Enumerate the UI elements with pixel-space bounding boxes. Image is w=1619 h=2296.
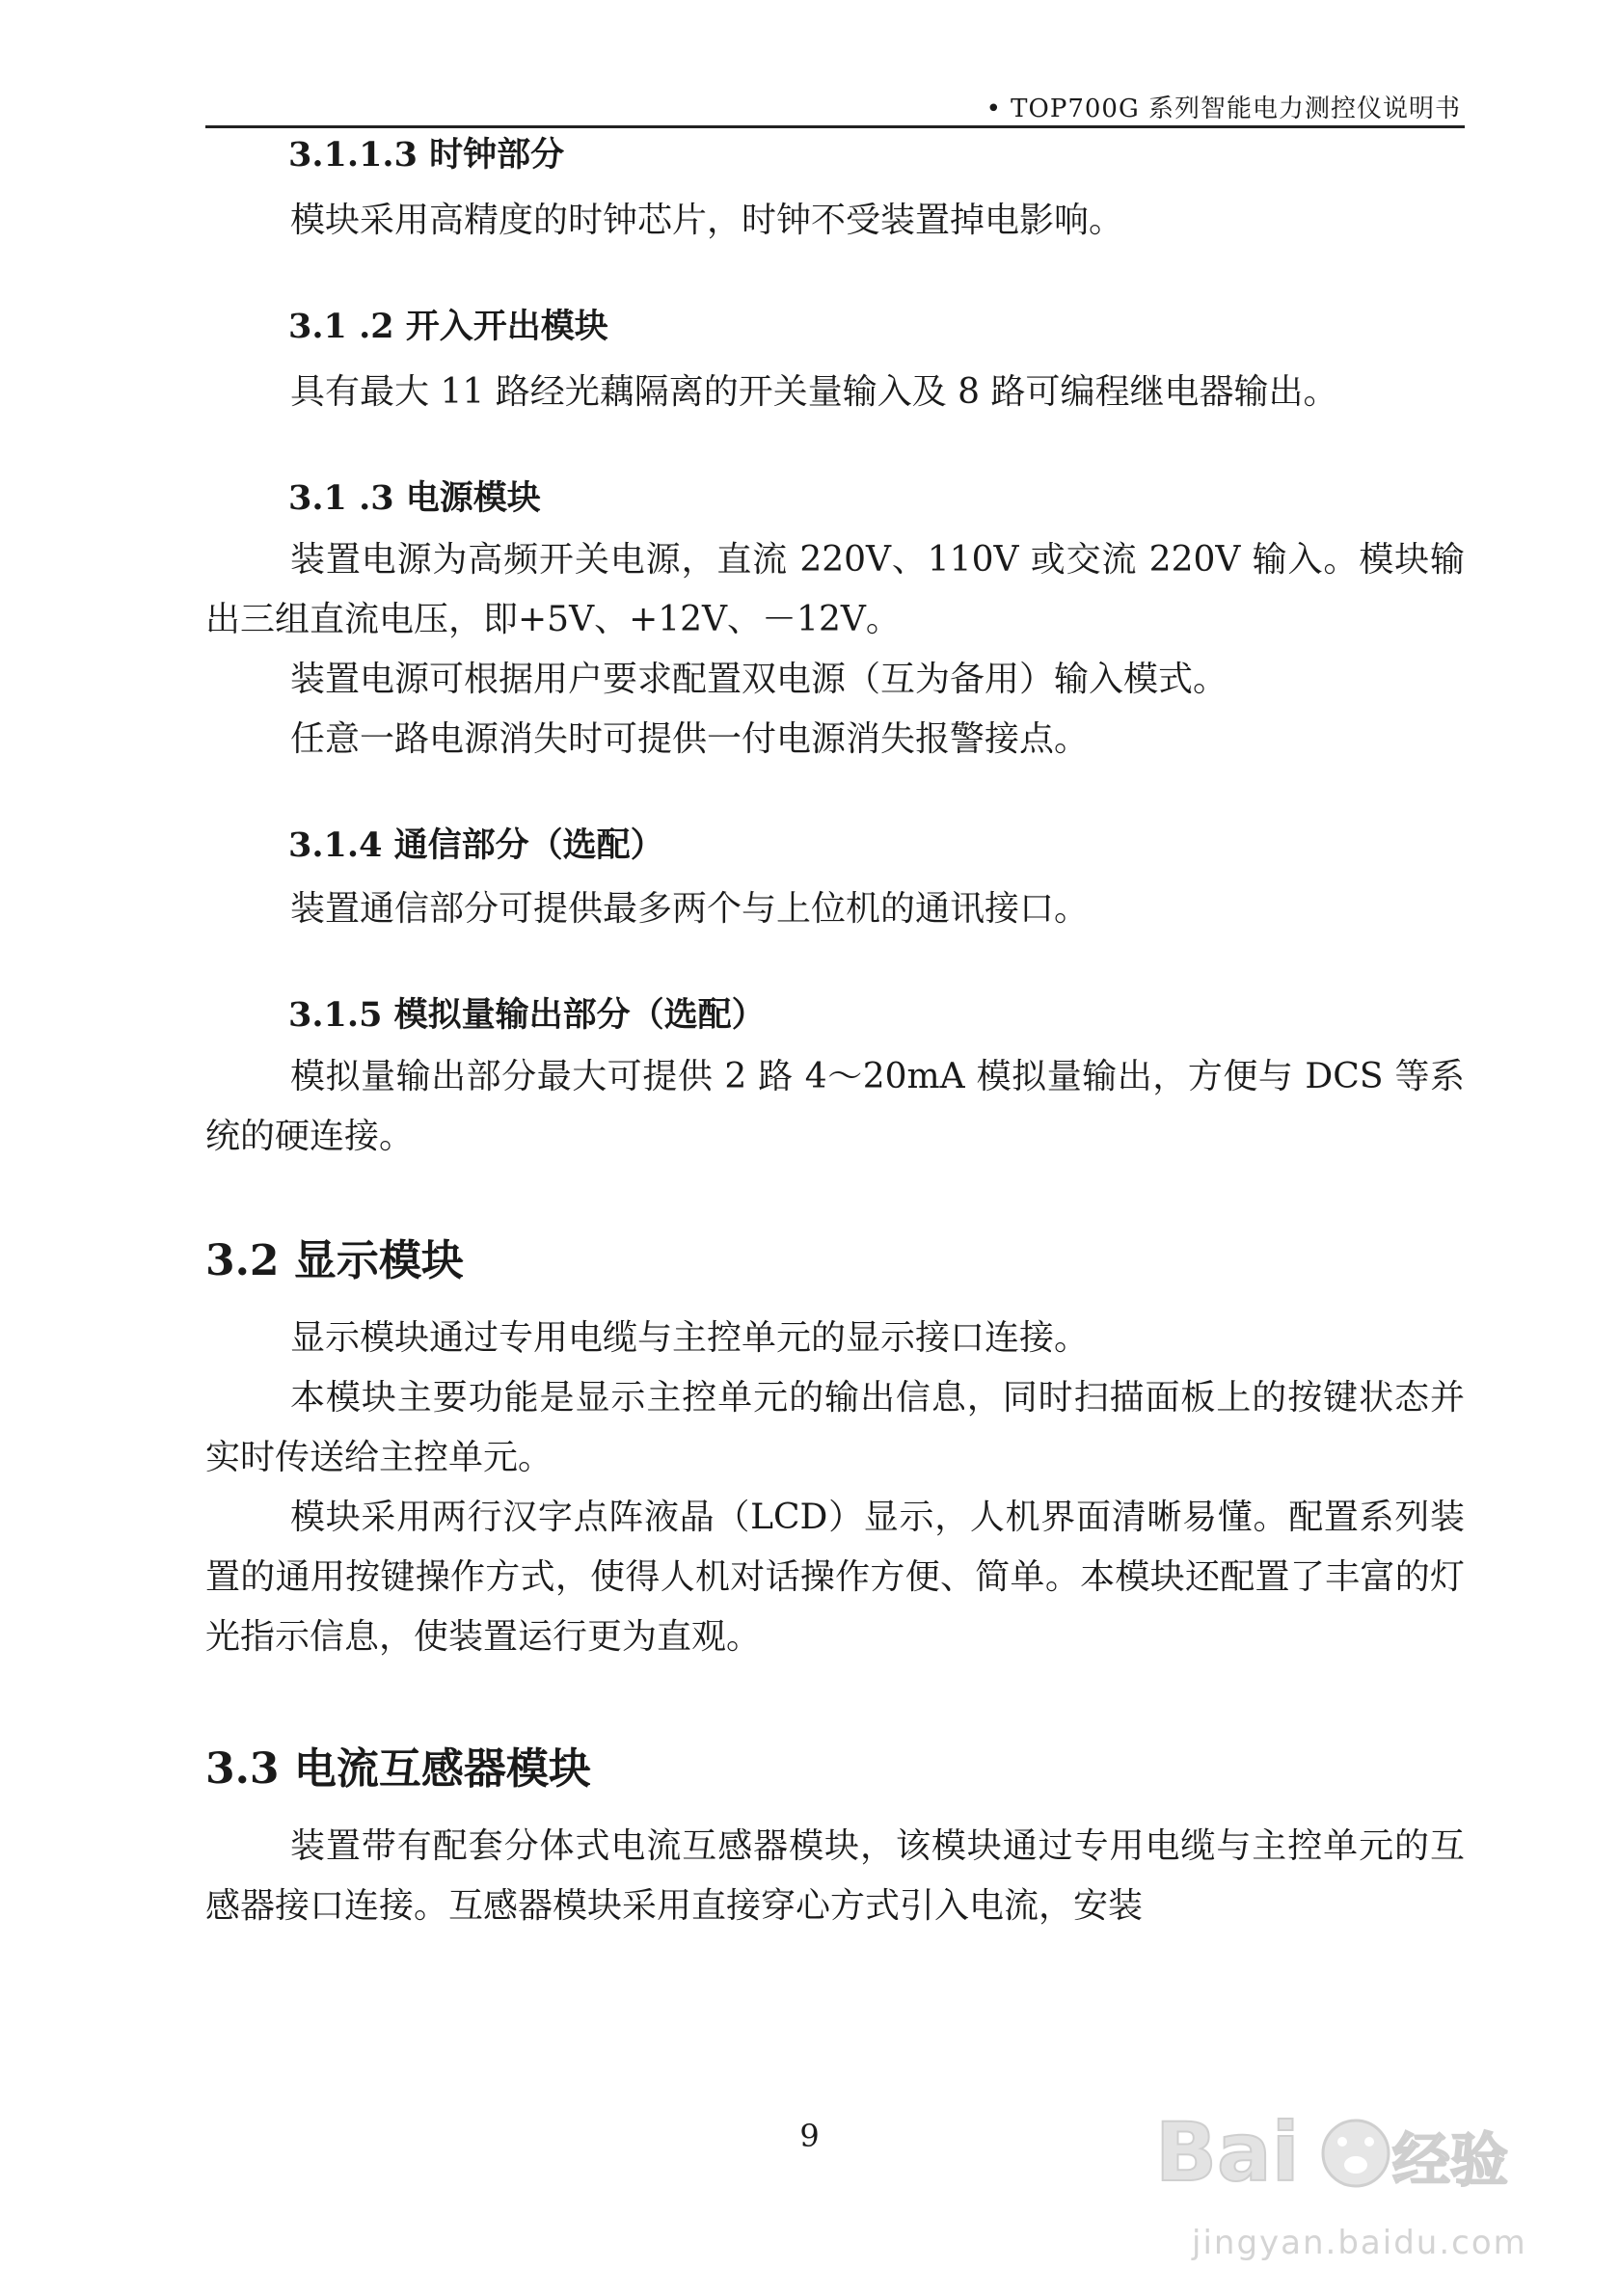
paragraph-power-alarm: 任意一路电源消失时可提供一付电源消失报警接点。 bbox=[290, 719, 1090, 759]
heading-3-1-5: 3.1.5 模拟量输出部分（选配） bbox=[288, 995, 766, 1035]
heading-3-3: 3.3 电流互感器模块 bbox=[205, 1743, 591, 1794]
heading-3-2: 3.2 显示模块 bbox=[205, 1236, 464, 1285]
svg-text:Bai: Bai bbox=[1155, 2105, 1300, 2200]
heading-3-1-4: 3.1.4 通信部分（选配） bbox=[288, 825, 664, 865]
paragraph-dual-power: 装置电源可根据用户要求配置双电源（互为备用）输入模式。 bbox=[290, 660, 1228, 699]
paragraph-power-supply: 装置电源为高频开关电源，直流 220V、110V 或交流 220V 输入。模块输出三组直流电压，即+5V、+12V、－12V。 bbox=[205, 540, 1465, 639]
heading-3-1-3: 3.1 .3 电源模块 bbox=[288, 478, 541, 518]
heading-3-1-1-3: 3.1.1.3 时钟部分 bbox=[288, 135, 565, 175]
paragraph-display-connection: 显示模块通过专用电缆与主控单元的显示接口连接。 bbox=[290, 1317, 1090, 1358]
document-body bbox=[205, 135, 1465, 1936]
paragraph-communication: 装置通信部分可提供最多两个与上位机的通讯接口。 bbox=[290, 889, 1090, 929]
paragraph-display-lcd: 模块采用两行汉字点阵液晶（LCD）显示，人机界面清晰易懂。配置系列装置的通用按键操作方式，使得人机对话操作方便、简单。本模块还配置了丰富的灯光指示信息，使装置运行更为直观。 bbox=[205, 1497, 1465, 1657]
paragraph-display-function: 本模块主要功能是显示主控单元的输出信息，同时扫描面板上的按键状态并实时传送给主控单元。 bbox=[205, 1377, 1465, 1477]
page-number: 9 bbox=[799, 2118, 820, 2154]
watermark-url: jingyan.baidu.com bbox=[1192, 2224, 1527, 2262]
header-title: • TOP700G 系列智能电力测控仪说明书 bbox=[985, 95, 1461, 123]
paragraph-io-module: 具有最大 11 路经光藕隔离的开关量输入及 8 路可编程继电器输出。 bbox=[290, 372, 1338, 412]
heading-3-1-2: 3.1 .2 开入开出模块 bbox=[288, 307, 608, 346]
paragraph-clock: 模块采用高精度的时钟芯片，时钟不受装置掉电影响。 bbox=[290, 201, 1124, 240]
svg-text:经验: 经验 bbox=[1392, 2127, 1508, 2195]
page-header bbox=[205, 75, 1465, 128]
paragraph-current-transformer: 装置带有配套分体式电流互感器模块，该模块通过专用电缆与主控单元的互感器接口连接。互感器模块采用直接穿心方式引入电流，安装 bbox=[205, 1825, 1465, 1926]
paragraph-analog-output: 模拟量输出部分最大可提供 2 路 4～20mA 模拟量输出，方便与 DCS 等系统的硬连接。 bbox=[205, 1057, 1465, 1156]
